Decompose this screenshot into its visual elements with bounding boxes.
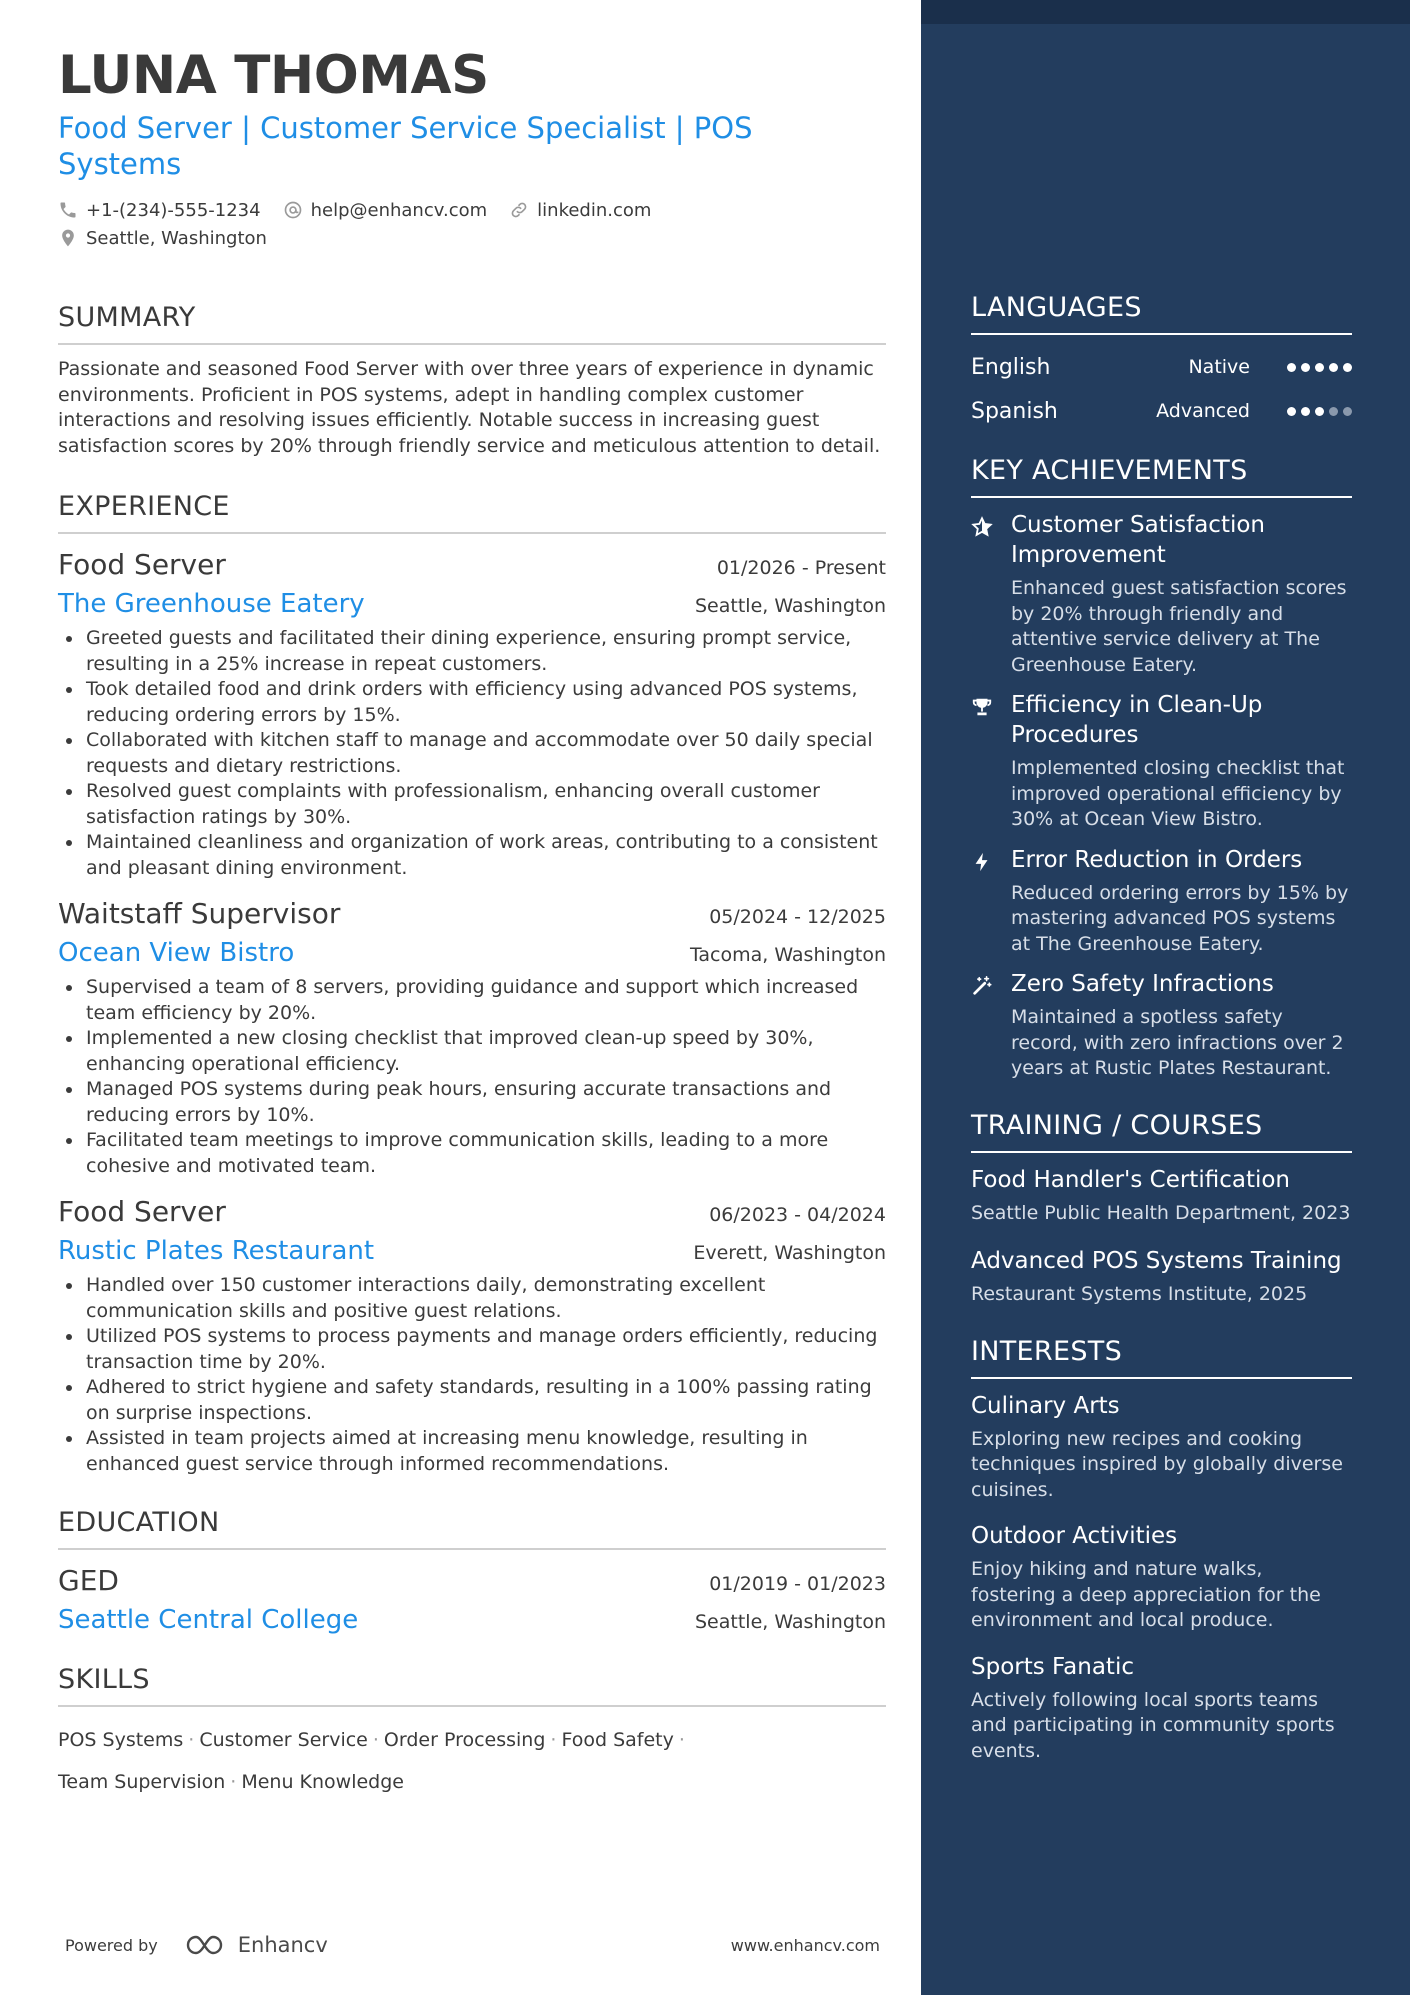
sidebar bbox=[921, 0, 1410, 1995]
summary-text: Passionate and seasoned Food Server with over three years of experience in dynamic environments. Proficient in POS systems, adept in handling complex customer interactions and resolving issues efficiently. Notable success in increasing guest satisfaction scores by 20% through friendly service and meticulous attention to detail. bbox=[58, 358, 881, 457]
rating-dot-filled bbox=[1315, 363, 1324, 372]
trophy-icon bbox=[971, 690, 1011, 833]
job-location: Seattle, Washington bbox=[695, 595, 886, 617]
interest-item bbox=[971, 1391, 1352, 1504]
job-bullets bbox=[58, 626, 886, 881]
candidate-headline: Food Server | Customer Service Specialist | POS Systems bbox=[58, 111, 753, 181]
course-desc: Restaurant Systems Institute, 2025 bbox=[971, 1283, 1308, 1305]
skills-title: SKILLS bbox=[58, 1664, 886, 1707]
course-title: Food Handler's Certification bbox=[971, 1166, 1291, 1193]
rating-dot-empty bbox=[1343, 407, 1352, 416]
bullet-item: Implemented a new closing checklist that improved clean-up speed by 30%, enhancing operational efficiency. bbox=[58, 1026, 886, 1077]
phone-icon bbox=[58, 200, 80, 220]
job-date: 01/2026 - Present bbox=[716, 557, 886, 579]
rating-dot-filled bbox=[1315, 407, 1324, 416]
job-location: Tacoma, Washington bbox=[689, 944, 886, 966]
language-name: Spanish bbox=[971, 398, 1058, 424]
languages-section bbox=[971, 292, 1352, 433]
bullet-item: Took detailed food and drink orders with efficiency using advanced POS systems, reducing ordering errors by 15%. bbox=[58, 677, 886, 728]
main-column bbox=[58, 44, 886, 1803]
sidebar-content bbox=[971, 292, 1352, 1764]
star-icon bbox=[971, 510, 1011, 678]
rating-dot-filled bbox=[1287, 363, 1296, 372]
phone-text: +1-(234)-555-1234 bbox=[86, 199, 261, 221]
skills-section bbox=[58, 1664, 886, 1803]
rating-dot-empty bbox=[1329, 407, 1338, 416]
course-title: Advanced POS Systems Training bbox=[971, 1248, 1342, 1274]
summary-section bbox=[58, 302, 886, 459]
skill-item: Team Supervision bbox=[58, 1771, 226, 1793]
bullet-item: Greeted guests and facilitated their dining experience, ensuring prompt service, resulting in a 25% increase in repeat customers. bbox=[58, 626, 886, 677]
achievement-desc: Reduced ordering errors by 15% by mastering advanced POS systems at The Greenhouse Eatery. bbox=[1011, 881, 1349, 955]
contact-info bbox=[58, 196, 886, 252]
skill-item: Food Safety bbox=[561, 1729, 674, 1751]
achievement-item bbox=[971, 845, 1352, 958]
interest-desc: Actively following local sports teams and participating in community sports events. bbox=[971, 1688, 1335, 1762]
achievement-item bbox=[971, 690, 1352, 833]
experience-title: EXPERIENCE bbox=[58, 491, 886, 534]
school-name: Seattle Central College bbox=[58, 1605, 359, 1635]
company-name: Rustic Plates Restaurant bbox=[58, 1236, 375, 1266]
language-level: Native bbox=[1188, 356, 1250, 378]
achievements-section bbox=[971, 455, 1352, 1082]
job-date: 06/2023 - 04/2024 bbox=[709, 1204, 886, 1226]
skill-item: Order Processing bbox=[383, 1729, 546, 1751]
contact-row-1 bbox=[58, 196, 886, 224]
achievement-title: Error Reduction in Orders bbox=[1011, 846, 1303, 873]
contact-location bbox=[58, 228, 267, 249]
at-icon bbox=[283, 200, 305, 220]
bullet-item: Assisted in team projects aimed at increasing menu knowledge, resulting in enhanced guest service through informed recommendations. bbox=[58, 1426, 886, 1477]
bullet-item: Utilized POS systems to process payments and manage orders efficiently, reducing transaction time by 20%. bbox=[58, 1324, 886, 1375]
education-date: 01/2019 - 01/2023 bbox=[709, 1573, 886, 1595]
job-date: 05/2024 - 12/2025 bbox=[709, 906, 886, 928]
bullet-item: Maintained cleanliness and organization of work areas, contributing to a consistent and pleasant dining environment. bbox=[58, 830, 886, 881]
language-rating bbox=[1282, 407, 1352, 416]
achievement-title: Zero Safety Infractions bbox=[1011, 971, 1274, 997]
language-row bbox=[971, 389, 1352, 433]
contact-row-2 bbox=[58, 224, 886, 252]
bullet-item: Handled over 150 customer interactions daily, demonstrating excellent communication skills and positive guest relations. bbox=[58, 1273, 886, 1324]
interest-title: Sports Fanatic bbox=[971, 1653, 1134, 1680]
job-title: Waitstaff Supervisor bbox=[58, 897, 341, 930]
achievement-desc: Maintained a spotless safety record, with zero infractions over 2 years at Rustic Plates Restaurant. bbox=[1011, 1006, 1344, 1079]
achievement-desc: Enhanced guest satisfaction scores by 20% through friendly and attentive service delivery at The Greenhouse Eatery. bbox=[1011, 577, 1347, 676]
job-title: Food Server bbox=[58, 1195, 226, 1228]
education-section bbox=[58, 1507, 886, 1638]
contact-phone bbox=[58, 200, 261, 221]
school-location: Seattle, Washington bbox=[695, 1611, 886, 1633]
interest-desc: Exploring new recipes and cooking techniques inspired by globally diverse cuisines. bbox=[971, 1427, 1343, 1501]
powered-by bbox=[65, 1932, 328, 1958]
rating-dot-filled bbox=[1287, 407, 1296, 416]
interest-title: Outdoor Activities bbox=[971, 1523, 1178, 1549]
job-bullets bbox=[58, 1273, 886, 1477]
skill-item: POS Systems bbox=[58, 1729, 184, 1751]
bullet-item: Managed POS systems during peak hours, ensuring accurate transactions and reducing errors by 10%. bbox=[58, 1077, 886, 1128]
footer-url[interactable]: www.enhancv.com bbox=[730, 1935, 880, 1955]
bullet-item: Collaborated with kitchen staff to manage and accommodate over 50 daily special requests and dietary restrictions. bbox=[58, 728, 886, 779]
rating-dot-filled bbox=[1301, 363, 1310, 372]
bullet-item: Supervised a team of 8 servers, providing guidance and support which increased team efficiency by 20%. bbox=[58, 975, 886, 1026]
course-item bbox=[971, 1246, 1352, 1308]
summary-title: SUMMARY bbox=[58, 302, 886, 345]
job-entry bbox=[58, 1193, 886, 1477]
bullet-item: Facilitated team meetings to improve communication skills, leading to a more cohesive and motivated team. bbox=[58, 1128, 886, 1179]
achievement-title: Customer Satisfaction Improvement bbox=[1011, 512, 1266, 568]
interest-desc: Enjoy hiking and nature walks, fostering a deep appreciation for the environment and local produce. bbox=[971, 1558, 1321, 1631]
powered-by-label: Powered by bbox=[65, 1935, 158, 1955]
company-name: The Greenhouse Eatery bbox=[58, 589, 365, 619]
bullet-item: Resolved guest complaints with professionalism, enhancing overall customer satisfaction ratings by 30%. bbox=[58, 779, 886, 830]
job-entry bbox=[58, 546, 886, 881]
language-row bbox=[971, 345, 1352, 389]
course-item bbox=[971, 1165, 1352, 1227]
interest-title: Culinary Arts bbox=[971, 1392, 1120, 1419]
training-section bbox=[971, 1110, 1352, 1308]
language-rating bbox=[1282, 363, 1352, 372]
linkedin-text[interactable]: linkedin.com bbox=[537, 199, 652, 221]
languages-title: LANGUAGES bbox=[971, 292, 1352, 335]
language-name: English bbox=[971, 354, 1051, 380]
education-title: EDUCATION bbox=[58, 1507, 886, 1550]
skill-item: Customer Service bbox=[199, 1729, 368, 1751]
bullet-item: Adhered to strict hygiene and safety standards, resulting in a 100% passing rating on surprise inspections. bbox=[58, 1375, 886, 1426]
job-bullets bbox=[58, 975, 886, 1179]
achievement-title: Efficiency in Clean-Up Procedures bbox=[1011, 692, 1263, 748]
achievement-item bbox=[971, 510, 1352, 678]
location-pin-icon bbox=[58, 228, 80, 248]
contact-email[interactable] bbox=[283, 200, 488, 221]
achievements-title: KEY ACHIEVEMENTS bbox=[971, 455, 1352, 498]
achievement-desc: Implemented closing checklist that improved operational efficiency by 30% at Ocean View Bistro. bbox=[1011, 757, 1345, 830]
job-title: Food Server bbox=[58, 548, 226, 581]
contact-linkedin[interactable] bbox=[509, 200, 651, 221]
interest-item bbox=[971, 1521, 1352, 1634]
enhancv-logo[interactable] bbox=[184, 1932, 328, 1958]
experience-section bbox=[58, 491, 886, 1477]
magic-wand-icon bbox=[971, 969, 1011, 1082]
course-desc: Seattle Public Health Department, 2023 bbox=[971, 1201, 1351, 1224]
interest-item bbox=[971, 1652, 1352, 1765]
rating-dot-filled bbox=[1301, 407, 1310, 416]
rating-dot-filled bbox=[1329, 363, 1338, 372]
degree-title: GED bbox=[58, 1564, 119, 1597]
enhancv-logo-icon bbox=[184, 1932, 230, 1958]
email-text[interactable]: help@enhancv.com bbox=[310, 199, 488, 221]
achievement-item bbox=[971, 969, 1352, 1082]
brand-name: Enhancv bbox=[237, 1933, 328, 1957]
rating-dot-filled bbox=[1343, 363, 1352, 372]
footer bbox=[65, 1930, 880, 1960]
lightning-icon bbox=[971, 845, 1011, 958]
job-entry bbox=[58, 895, 886, 1179]
language-level: Advanced bbox=[1156, 400, 1250, 422]
training-title: TRAINING / COURSES bbox=[971, 1110, 1352, 1153]
location-text: Seattle, Washington bbox=[86, 227, 267, 249]
skill-item: Menu Knowledge bbox=[241, 1771, 404, 1793]
company-name: Ocean View Bistro bbox=[58, 938, 295, 968]
skills-list: POS Systems · Customer Service · Order Processing · Food Safety · Team Supervision · Menu Knowledge bbox=[58, 1729, 685, 1793]
interests-title: INTERESTS bbox=[971, 1336, 1352, 1379]
interests-section bbox=[971, 1336, 1352, 1765]
job-location: Everett, Washington bbox=[693, 1242, 886, 1264]
sidebar-top-bar bbox=[921, 0, 1410, 24]
link-icon bbox=[509, 200, 531, 220]
candidate-name: LUNA THOMAS bbox=[58, 45, 489, 106]
